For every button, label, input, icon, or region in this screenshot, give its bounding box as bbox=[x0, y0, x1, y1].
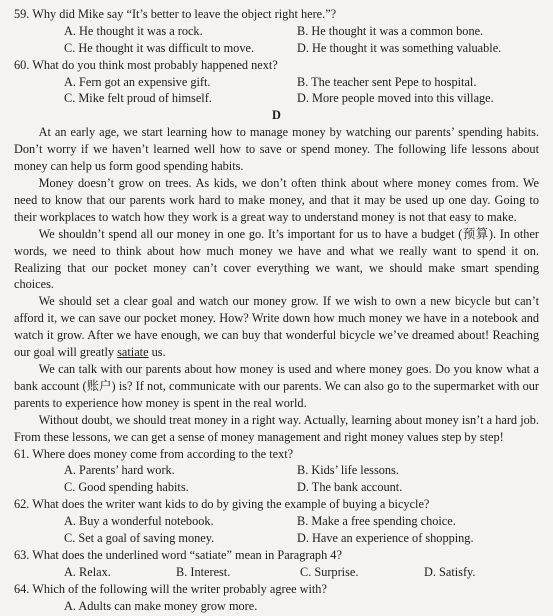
option-60-b: B. The teacher sent Pepe to hospital. bbox=[297, 74, 477, 89]
option-63-c: C. Surprise. bbox=[300, 564, 359, 579]
section-label: D bbox=[272, 108, 281, 123]
option-60-d: D. More people moved into this village. bbox=[297, 91, 494, 106]
passage-paragraph-3: We shouldn’t spend all our money in one go. It’s important for us to have a budget (预算). In other words, we need to think about how much money we have and what we really want to spend it on. Realizing that our pocket money can’t cover everything we want, we should make smart spending choices. bbox=[14, 226, 539, 292]
option-62-a: A. Buy a wonderful notebook. bbox=[64, 514, 214, 529]
question-60-stem: 60. What do you think most probably happened next? bbox=[14, 57, 278, 72]
option-62-b: B. Make a free spending choice. bbox=[297, 514, 456, 529]
passage-paragraph-6: Without doubt, we should treat money in a right way. Actually, learning about money isn’t a hard job. From these lessons, we can get a sense of money management and right money values step by step! bbox=[14, 412, 539, 444]
option-63-b: B. Interest. bbox=[176, 564, 231, 579]
passage-paragraph-2: Money doesn’t grow on trees. As kids, we don’t often think about where money comes from. We need to know that our parents work hard to make money, and that it may be used up one day. Going to their workplaces to watch how they work is a great way to understand money is not that easy to make. bbox=[14, 176, 539, 224]
question-60-options-row-2 bbox=[14, 90, 539, 107]
passage-paragraph-4 bbox=[14, 293, 539, 361]
question-64-options-row-1 bbox=[14, 598, 539, 615]
question-59-options-row-1 bbox=[14, 23, 539, 40]
option-59-a: A. He thought it was a rock. bbox=[64, 23, 203, 38]
question-63-stem: 63. What does the underlined word “satiate” mean in Paragraph 4? bbox=[14, 547, 342, 562]
underlined-word-satiate: satiate bbox=[117, 345, 149, 360]
option-59-d: D. He thought it was something valuable. bbox=[297, 40, 502, 55]
question-60-options-row-1 bbox=[14, 74, 539, 91]
question-61-options-row-2 bbox=[14, 479, 539, 496]
option-63-a: A. Relax. bbox=[64, 564, 111, 579]
question-59-options-row-2 bbox=[14, 40, 539, 57]
option-61-d: D. The bank account. bbox=[297, 480, 403, 495]
option-61-c: C. Good spending habits. bbox=[64, 480, 189, 495]
option-59-c: C. He thought it was difficult to move. bbox=[64, 40, 255, 55]
option-64-a: A. Adults can make money grow more. bbox=[64, 598, 258, 613]
passage-paragraph-1: At an early age, we start learning how to manage money by watching our parents’ spending habits. Don’t worry if we haven’t learned well how to save or spend money. The following life lessons about money can help us form good spending habits. bbox=[14, 125, 539, 174]
question-61-stem: 61. Where does money come from according to the text? bbox=[14, 446, 294, 461]
option-60-a: A. Fern got an expensive gift. bbox=[64, 74, 211, 89]
passage-paragraph-5: We can talk with our parents about how money is used and where money goes. Do you know what a bank account (账户) is? If not, communicate with our parents. We can also go to the supermarket with our parents to experience how money is spent in the real world. bbox=[14, 361, 539, 410]
question-62-options-row-2 bbox=[14, 530, 539, 547]
question-62-stem: 62. What does the writer want kids to do by giving the example of buying a bicycle? bbox=[14, 497, 430, 512]
option-60-c: C. Mike felt proud of himself. bbox=[64, 91, 212, 106]
question-64-stem: 64. Which of the following will the writer probably agree with? bbox=[14, 581, 327, 596]
question-61-options-row-1 bbox=[14, 462, 539, 479]
question-59-stem: 59. Why did Mike say “It’s better to leave the object right here.”? bbox=[14, 7, 337, 21]
paragraph-4-text: We should set a clear goal and watch our money grow. If we wish to own a new bicycle but can’t afford it, we can save our pocket money. How? Write down how much money we have in a notebook and watch it grow. After we have enough, we can buy that wonderful bicycle we’ve dreamed about! Reaching our goal will greatly bbox=[14, 294, 539, 360]
option-63-d: D. Satisfy. bbox=[424, 564, 476, 579]
question-63-options-row bbox=[14, 564, 539, 581]
option-61-b: B. Kids’ life lessons. bbox=[297, 463, 399, 478]
option-59-b: B. He thought it was a common bone. bbox=[297, 23, 484, 38]
option-61-a: A. Parents’ hard work. bbox=[64, 463, 175, 478]
question-62-options-row-1 bbox=[14, 513, 539, 530]
option-62-d: D. Have an experience of shopping. bbox=[297, 530, 474, 545]
paragraph-4-end: us. bbox=[148, 345, 166, 360]
option-62-c: C. Set a goal of saving money. bbox=[64, 530, 215, 545]
